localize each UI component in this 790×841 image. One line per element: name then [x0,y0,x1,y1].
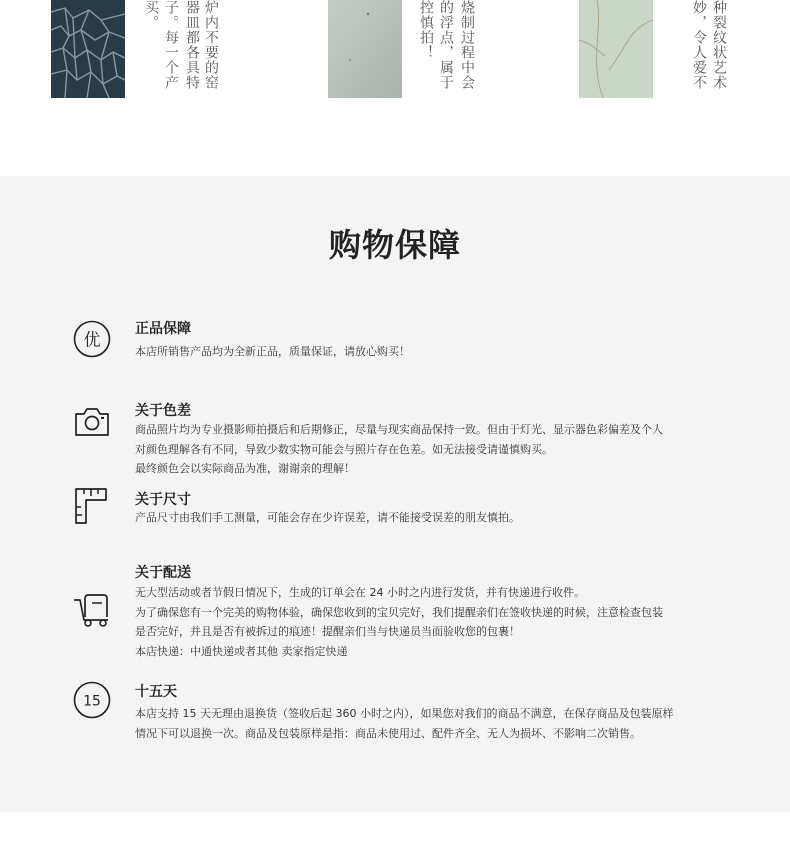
text-line: 最终颜色会以实际商品为准，谢谢亲的理解！ [135,462,355,475]
product-detail-strip [0,0,790,176]
item-heading: 关于配送 [135,565,191,581]
pale-glaze-image [328,0,402,98]
item-heading: 正品保障 [135,321,191,337]
item-heading: 十五天 [135,684,177,700]
text-line: 为了确保您有一个完美的购物体验，确保您收到的宝贝完好，我们提醒亲们在签收快递的时候，注意检查包装 [135,605,663,619]
item-text [135,508,735,528]
text-line: 是否完好，并且是否有被拆过的痕迹！提醒亲们当与快递员当面验收您的包裹！ [135,625,520,638]
text-column: 妙，令人爱不 [691,0,707,90]
svg-text:15: 15 [83,693,101,710]
celadon-crackle-image [579,0,653,98]
ruler-icon [72,486,112,526]
genuine-badge-icon [72,319,112,359]
text-column: 的浮点，属于 [438,0,454,90]
text-line: 本店支持 15 天无理由退换货（签收后起 360 小时之内），如果您对我们的商品不满意，在保存商品及包装原样 [135,707,674,720]
delivery-cart-icon [72,590,112,630]
text-column: 子。每一个产 [163,0,179,90]
item-text [135,420,735,479]
text-line: 商品照片均为专业摄影师拍摄后和后期修正，尽量与现实商品保持一致。但由于灯光、显示器色彩偏差及个人 [135,423,663,436]
item-text [135,342,735,362]
text-line: 无大型活动或者节假日情况下，生成的订单会在 24 小时之内进行发货，并有快递进行收件。 [135,586,585,599]
item-text [135,704,735,743]
item-heading: 关于色差 [135,403,191,419]
item-text [135,583,735,661]
text-column: 买。 [143,0,159,30]
text-column: 种裂纹状艺术 [711,0,727,90]
text-line: 产品尺寸由我们手工测量，可能会存在少许误差，请不能接受误差的朋友慎拍。 [135,511,520,524]
text-column: 烧制过程中会 [459,0,475,90]
text-line: 本店所销售产品均为全新正品，质量保证，请放心购买！ [135,345,410,358]
item-heading: 关于尺寸 [135,492,191,508]
text-column: 器皿都各具特 [184,0,200,90]
text-line: 对颜色理解各有不同，导致少数实物可能会与照片存在色差。如无法接受请谨慎购买。 [135,442,553,456]
section-title: 购物保障 [328,226,461,264]
fifteen-days-icon [72,680,112,720]
text-column: 炉内不要的窑 [203,0,219,90]
crackle-glaze-image [51,0,125,98]
svg-text:优: 优 [83,330,101,351]
text-column: 控慎拍！ [418,0,434,60]
camera-icon [72,402,112,442]
text-line: 本店快递：中通快递或者其他 卖家指定快递 [135,644,348,658]
text-line: 情况下可以退换一次。商品及包装原样是指：商品未使用过、配件齐全、无人为损坏、不影响二次销售。 [135,726,641,740]
